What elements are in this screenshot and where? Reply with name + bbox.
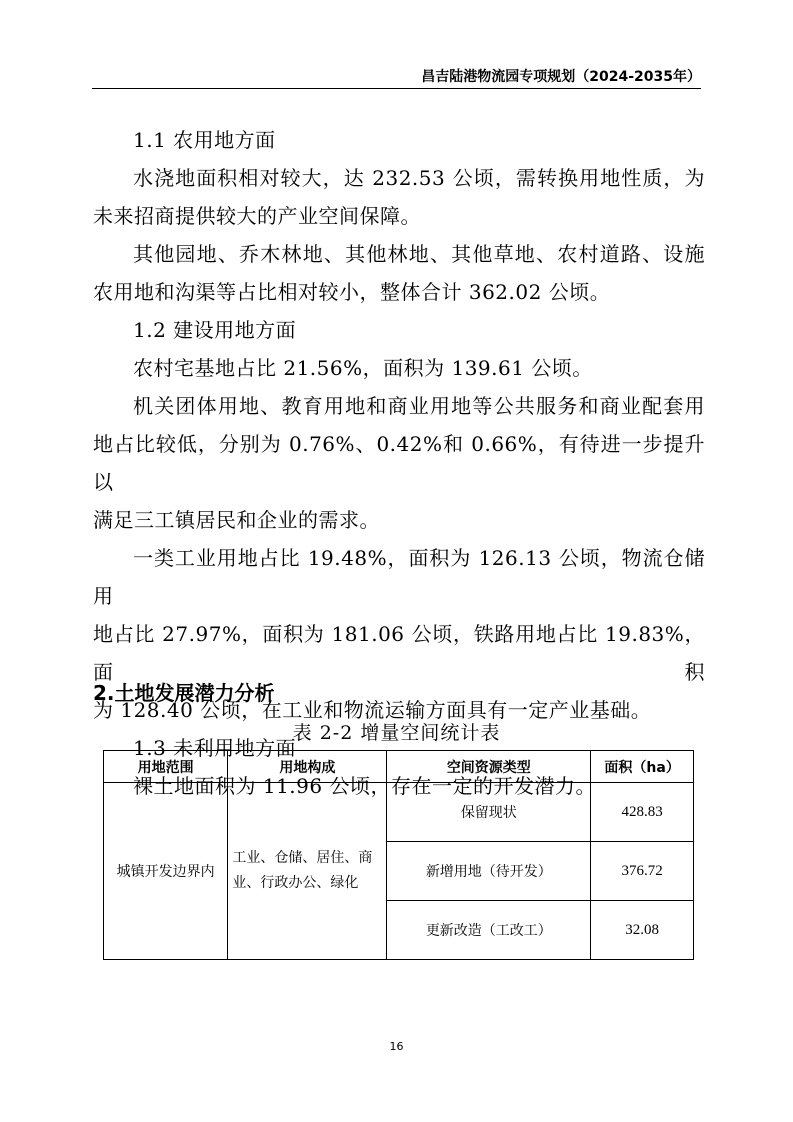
area-cell: 32.08 [591, 901, 694, 960]
text-line: 水浇地面积相对较大，达 232.53 公顷，需转换用地性质，为 [133, 166, 705, 190]
section-heading: 2.土地发展潜力分析 [93, 681, 275, 705]
text-line: 未来招商提供较大的产业空间保障。 [93, 204, 421, 228]
scope-cell: 城镇开发边界内 [104, 783, 228, 960]
area-cell: 376.72 [591, 842, 694, 901]
text-line: 机关团体用地、教育用地和商业用地等公共服务和商业配套用 [133, 394, 705, 418]
table-row [104, 783, 694, 842]
resource-type-cell: 新增用地（待开发） [387, 842, 591, 901]
text-line: 农用地和沟渠等占比相对较小，整体合计 362.02 公顷。 [93, 280, 611, 304]
text-line: 一类工业用地占比 19.48%，面积为 126.13 公顷，物流仓储用 [93, 546, 705, 608]
text-line: 地占比 27.97%，面积为 181.06 公顷，铁路用地占比 19.83%，面积 [93, 622, 705, 684]
resource-type-cell: 更新改造（工改工） [387, 901, 591, 960]
resource-type-cell: 保留现状 [387, 783, 591, 842]
table-caption: 表 2-2 增量空间统计表 [292, 722, 501, 744]
table-header-row [104, 751, 694, 783]
text-line: 为 128.40 公顷，在工业和物流运输方面具有一定产业基础。 [93, 698, 652, 722]
composition-cell [228, 783, 387, 960]
column-header: 面积（ha） [591, 751, 694, 783]
text-line: 其他园地、乔木林地、其他林地、其他草地、农村道路、设施 [133, 242, 705, 266]
column-header: 用地范围 [104, 751, 228, 783]
running-header-title: 昌吉陆港物流园专项规划（2024-2035年） [421, 69, 701, 85]
subheading-unused-land: 1.3 未利用地方面 [133, 736, 297, 760]
composition-text: 工业、仓储、居住、商业、行政办公、绿化 [232, 850, 373, 891]
text-line: 满足三工镇居民和企业的需求。 [93, 508, 380, 532]
column-header: 空间资源类型 [387, 751, 591, 783]
header-rule [92, 88, 701, 89]
incremental-space-table [103, 750, 694, 960]
area-cell: 428.83 [591, 783, 694, 842]
text-line: 裸土地面积为 11.96 公顷，存在一定的开发潜力。 [133, 774, 596, 798]
text-line: 农村宅基地占比 21.56%，面积为 139.61 公顷。 [133, 356, 593, 380]
page-number: 16 [389, 1040, 404, 1053]
subheading-construction-land: 1.2 建设用地方面 [133, 318, 297, 342]
subheading-agricultural-land: 1.1 农用地方面 [133, 128, 276, 152]
column-header: 用地构成 [228, 751, 387, 783]
text-line: 地占比较低，分别为 0.76%、0.42%和 0.66%，有待进一步提升以 [93, 432, 705, 494]
